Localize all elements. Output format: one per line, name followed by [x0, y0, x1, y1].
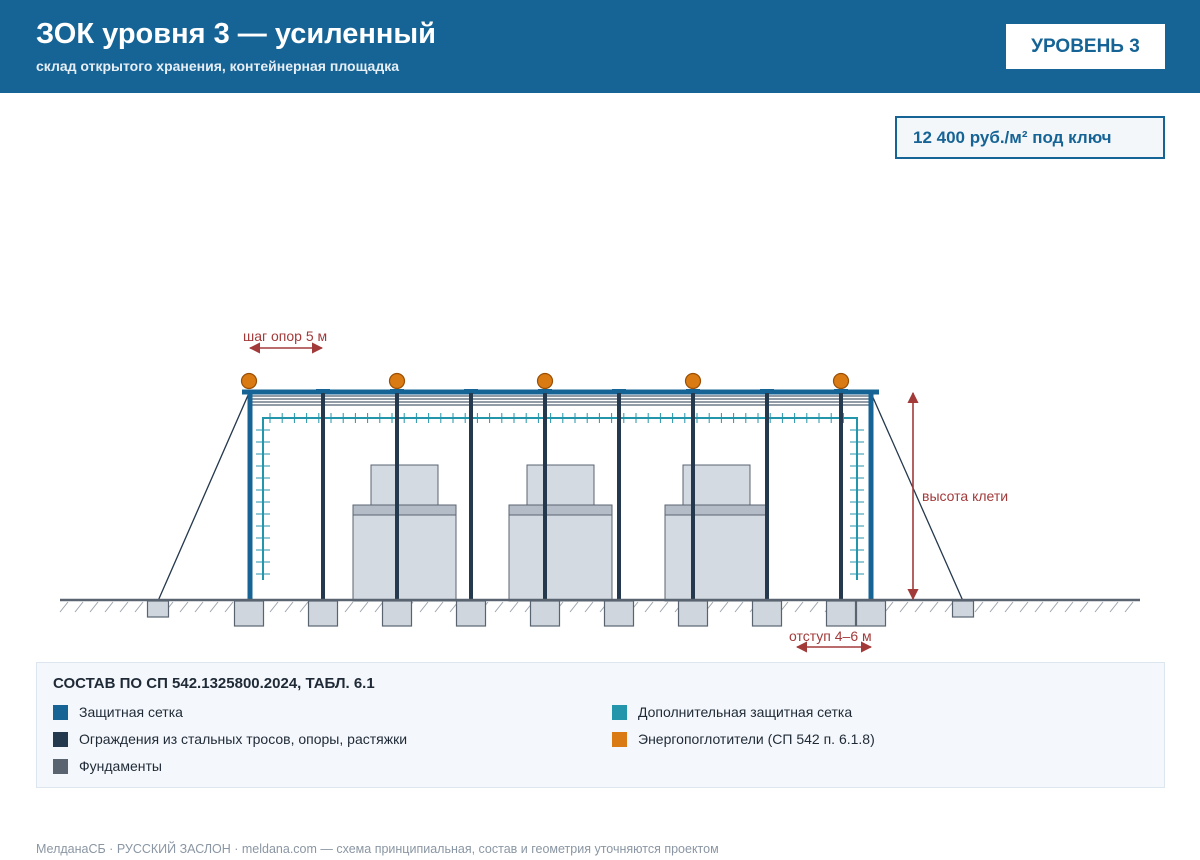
energy-absorber: [686, 374, 701, 389]
legend-label: Ограждения из стальных тросов, опоры, растяжки: [79, 731, 408, 747]
energy-absorber: [242, 374, 257, 389]
price-label: 12 400 руб./м² под ключ: [913, 127, 1112, 147]
roof-cables: [249, 396, 871, 405]
foundation: [235, 601, 264, 626]
legend-label: Фундаменты: [79, 758, 162, 774]
foundation: [857, 601, 886, 626]
legend-label: Дополнительная защитная сетка: [638, 704, 853, 720]
setback-dimension: [789, 628, 872, 647]
foundation: [827, 601, 856, 626]
pole-cap: [760, 389, 774, 393]
container-3: [665, 465, 768, 601]
foundation: [605, 601, 634, 626]
foundation: [383, 601, 412, 626]
pole-cap: [612, 389, 626, 393]
energy-absorber: [538, 374, 553, 389]
legend-title: СОСТАВ ПО СП 542.1325800.2024, ТАБЛ. 6.1: [53, 675, 375, 692]
container-1: [353, 465, 456, 601]
level-badge: УРОВЕНЬ 3: [1006, 24, 1165, 69]
legend-label: Энергопоглотители (СП 542 п. 6.1.8): [638, 731, 875, 747]
foundation: [679, 601, 708, 626]
height-label: высота клети: [922, 488, 1009, 504]
legend-swatch: [53, 705, 68, 720]
setback-label: отступ 4–6 м: [789, 628, 872, 644]
energy-absorbers: [242, 374, 849, 389]
legend-item-foundations: [53, 758, 162, 774]
pole-cap: [686, 389, 700, 393]
foundation: [531, 601, 560, 626]
legend-swatch: [53, 732, 68, 747]
foundation: [457, 601, 486, 626]
pole-cap: [316, 389, 330, 393]
container-2: [509, 465, 612, 601]
pole-cap: [834, 389, 848, 393]
legend-panel: [36, 662, 1165, 788]
pole-spacing-dimension: [243, 328, 327, 348]
energy-absorber: [390, 374, 405, 389]
anchor-foundation: [148, 601, 169, 617]
height-dimension: [913, 393, 1008, 599]
legend-item-extra-mesh: [612, 704, 852, 720]
pole-cap: [538, 389, 552, 393]
pole-spacing-label: шаг опор 5 м: [243, 328, 328, 344]
legend-item-energy-absorbers: [612, 731, 875, 747]
guy-wire-left: [158, 393, 249, 601]
legend-swatch: [53, 759, 68, 774]
legend-swatch: [612, 732, 627, 747]
page-title: ЗОК уровня 3 — усиленный: [36, 18, 436, 50]
legend-item-cables-poles: [53, 731, 407, 747]
energy-absorber: [834, 374, 849, 389]
legend-label: Защитная сетка: [79, 704, 183, 720]
pole-cap: [390, 389, 404, 393]
footer-note: МелданаСБ · РУССКИЙ ЗАСЛОН · meldana.com — схема принципиальная, состав и геометрия уточняются проектом: [36, 842, 719, 856]
legend-item-protective-mesh: [53, 704, 183, 720]
anchor-foundation: [953, 601, 974, 617]
pole-cap: [464, 389, 478, 393]
foundation: [753, 601, 782, 626]
legend-swatch: [612, 705, 627, 720]
foundation: [309, 601, 338, 626]
page-subtitle: склад открытого хранения, контейнерная площадка: [36, 58, 400, 74]
